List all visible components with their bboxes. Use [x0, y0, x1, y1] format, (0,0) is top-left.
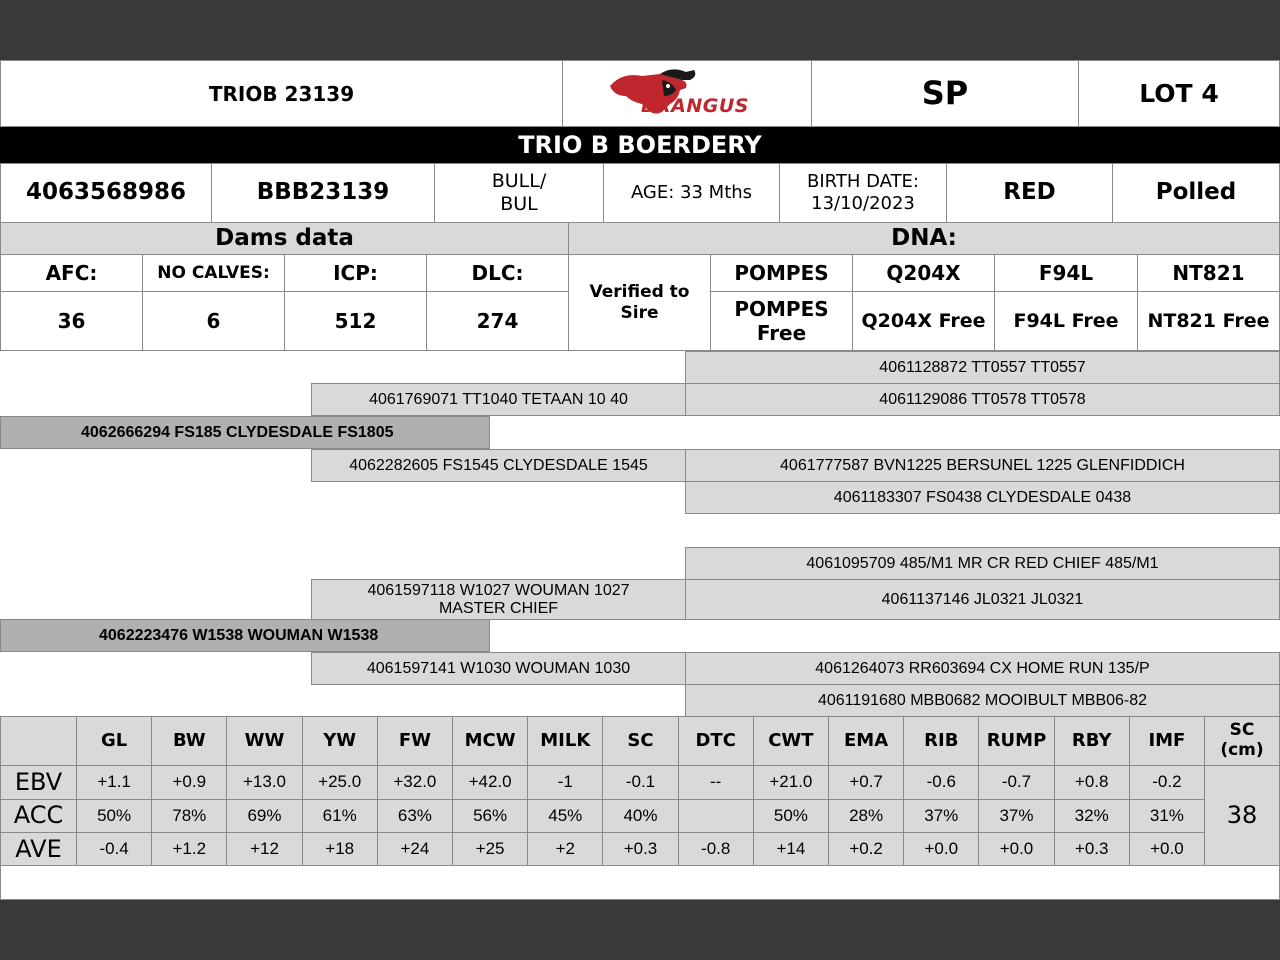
dams-value-afc: 36 [0, 291, 143, 351]
ebv-header-sc: SC [602, 716, 678, 766]
ebv-cell-acc-bw: 78% [151, 799, 227, 834]
ebv-cell-ave-dtc: -0.8 [678, 832, 754, 867]
brangus-logo [562, 60, 812, 127]
ebv-cell-acc-ema: 28% [828, 799, 904, 834]
pedigree-dd-sire: 4061264073 RR603694 CX HOME RUN 135/P [685, 652, 1280, 685]
animal-id: 4063568986 [0, 163, 212, 223]
ebv-header-rib: RIB [903, 716, 979, 766]
dams-data-title: Dams data [0, 222, 569, 255]
verified-line-2: Sire [620, 302, 659, 323]
ebv-cell-acc-milk: 45% [527, 799, 603, 834]
dam-sire-line-1: 4061597118 W1027 WOUMAN 1027 [367, 581, 630, 599]
ebv-row-label-acc: ACC [0, 799, 77, 834]
ebv-row-label-ave: AVE [0, 832, 77, 867]
dna-result-f94l: F94L Free [994, 291, 1138, 351]
ebv-cell-ebv-mcw: +42.0 [452, 765, 528, 800]
ebv-header-imf: IMF [1129, 716, 1205, 766]
verified-to-sire [568, 254, 711, 351]
dams-header-icp: ICP: [284, 254, 427, 292]
dams-value-dlc: 274 [426, 291, 569, 351]
dams-value-icp: 512 [284, 291, 427, 351]
ebv-cell-ave-bw: +1.2 [151, 832, 227, 867]
ebv-cell-acc-fw: 63% [377, 799, 453, 834]
pedigree-dam-dam: 4061597141 W1030 WOUMAN 1030 [311, 652, 686, 685]
dams-header-afc: AFC: [0, 254, 143, 292]
footer-blank-row [0, 865, 1280, 900]
birth-date-label: BIRTH DATE: [807, 171, 919, 193]
ebv-cell-ave-mcw: +25 [452, 832, 528, 867]
ebv-header-yw: YW [302, 716, 378, 766]
pedigree-dam-sire [311, 579, 686, 620]
animal-name: TRIOB 23139 [0, 60, 563, 127]
dna-test-q204x: Q204X [852, 254, 995, 292]
horn-status: Polled [1112, 163, 1280, 223]
ebv-cell-ave-sc: +0.3 [602, 832, 678, 867]
pedigree-ss-sire: 4061128872 TT0557 TT0557 [685, 351, 1280, 384]
ebv-cell-ebv-gl: +1.1 [76, 765, 152, 800]
ebv-cell-acc-rby: 32% [1054, 799, 1130, 834]
lot-sheet [0, 60, 1280, 900]
pedigree-sire: 4062666294 FS185 CLYDESDALE FS1805 [0, 416, 490, 449]
pedigree-sire-dam: 4062282605 FS1545 CLYDESDALE 1545 [311, 449, 686, 482]
pedigree-dd-dam: 4061191680 MBB0682 MOOIBULT MBB06-82 [685, 684, 1280, 717]
ebv-cell-ebv-dtc: -- [678, 765, 754, 800]
dams-header-calves: NO CALVES: [142, 254, 285, 292]
ebv-cell-ebv-bw: +0.9 [151, 765, 227, 800]
ebv-header-ww: WW [226, 716, 302, 766]
ebv-header-dtc: DTC [678, 716, 754, 766]
dams-header-dlc: DLC: [426, 254, 569, 292]
ebv-header-mcw: MCW [452, 716, 528, 766]
ebv-cell-acc-gl: 50% [76, 799, 152, 834]
ebv-row-label-ebv: EBV [0, 765, 77, 800]
sex-line-2: BUL [500, 193, 538, 215]
ebv-cell-acc-dtc [678, 799, 754, 834]
ebv-cell-acc-sc: 40% [602, 799, 678, 834]
breeder-name: TRIO B BOERDERY [0, 127, 1280, 163]
ebv-header-rump: RUMP [978, 716, 1054, 766]
ebv-cell-ave-ema: +0.2 [828, 832, 904, 867]
pedigree-ss-dam: 4061129086 TT0578 TT0578 [685, 383, 1280, 416]
ebv-corner-cell [0, 716, 77, 766]
ebv-cell-ebv-cwt: +21.0 [753, 765, 829, 800]
animal-color: RED [946, 163, 1113, 223]
ebv-cell-ave-rump: +0.0 [978, 832, 1054, 867]
verified-line-1: Verified to [589, 282, 690, 303]
brangus-logo-text: BRANGUS [641, 95, 749, 117]
ebv-header-gl: GL [76, 716, 152, 766]
dna-result-q204x: Q204X Free [852, 291, 995, 351]
ebv-cell-ebv-yw: +25.0 [302, 765, 378, 800]
sc-cm-line1: SC [1229, 720, 1255, 741]
dna-result-nt821: NT821 Free [1137, 291, 1280, 351]
ebv-header-fw: FW [377, 716, 453, 766]
ebv-cell-acc-mcw: 56% [452, 799, 528, 834]
ebv-cell-ebv-rib: -0.6 [903, 765, 979, 800]
ebv-cell-ebv-fw: +32.0 [377, 765, 453, 800]
ebv-cell-ebv-rump: -0.7 [978, 765, 1054, 800]
ebv-header-ema: EMA [828, 716, 904, 766]
ebv-cell-acc-imf: 31% [1129, 799, 1205, 834]
lot-label: LOT 4 [1078, 60, 1280, 127]
dna-title: DNA: [568, 222, 1280, 255]
dna-test-f94l: F94L [994, 254, 1138, 292]
animal-age: AGE: 33 Mths [603, 163, 780, 223]
ebv-cell-ave-gl: -0.4 [76, 832, 152, 867]
ebv-cell-ave-imf: +0.0 [1129, 832, 1205, 867]
ebv-cell-acc-cwt: 50% [753, 799, 829, 834]
animal-sex [434, 163, 604, 223]
pedigree-ds-dam: 4061137146 JL0321 JL0321 [685, 579, 1280, 620]
pedigree-dam: 4062223476 W1538 WOUMAN W1538 [0, 619, 490, 652]
birth-date-value: 13/10/2023 [811, 193, 915, 214]
ebv-cell-ave-ww: +12 [226, 832, 302, 867]
ebv-cell-ave-yw: +18 [302, 832, 378, 867]
ebv-cell-ebv-ww: +13.0 [226, 765, 302, 800]
ebv-header-sc-cm [1204, 716, 1280, 766]
ebv-cell-ebv-rby: +0.8 [1054, 765, 1130, 800]
ebv-cell-ave-rib: +0.0 [903, 832, 979, 867]
ebv-cell-ebv-milk: -1 [527, 765, 603, 800]
ebv-cell-ave-cwt: +14 [753, 832, 829, 867]
ebv-cell-ave-rby: +0.3 [1054, 832, 1130, 867]
pedigree-sd-dam: 4061183307 FS0438 CLYDESDALE 0438 [685, 481, 1280, 514]
ebv-cell-ebv-sc: -0.1 [602, 765, 678, 800]
pedigree-ds-sire: 4061095709 485/M1 MR CR RED CHIEF 485/M1 [685, 547, 1280, 580]
birth-date [779, 163, 947, 223]
ebv-cell-acc-yw: 61% [302, 799, 378, 834]
pedigree-sd-sire: 4061777587 BVN1225 BERSUNEL 1225 GLENFIDDICH [685, 449, 1280, 482]
sex-line-1: BULL/ [491, 170, 547, 193]
ebv-header-cwt: CWT [753, 716, 829, 766]
animal-tag: BBB23139 [211, 163, 435, 223]
pedigree-sire-sire: 4061769071 TT1040 TETAAN 10 40 [311, 383, 686, 416]
ebv-cell-acc-ww: 69% [226, 799, 302, 834]
dna-test-nt821: NT821 [1137, 254, 1280, 292]
sc-cm-line2: (cm) [1220, 740, 1264, 760]
ebv-cell-ave-milk: +2 [527, 832, 603, 867]
ebv-cell-acc-rib: 37% [903, 799, 979, 834]
code-label: SP [811, 60, 1079, 127]
ebv-cell-ebv-ema: +0.7 [828, 765, 904, 800]
dna-test-pompes: POMPES [710, 254, 853, 292]
ebv-sc-cm-value: 38 [1204, 765, 1280, 867]
ebv-header-bw: BW [151, 716, 227, 766]
ebv-cell-acc-rump: 37% [978, 799, 1054, 834]
dam-sire-line-2: MASTER CHIEF [438, 599, 559, 617]
ebv-header-rby: RBY [1054, 716, 1130, 766]
ebv-header-milk: MILK [527, 716, 603, 766]
ebv-cell-ebv-imf: -0.2 [1129, 765, 1205, 800]
dams-value-calves: 6 [142, 291, 285, 351]
dna-result-pompes: POMPES Free [710, 291, 853, 351]
ebv-cell-ave-fw: +24 [377, 832, 453, 867]
